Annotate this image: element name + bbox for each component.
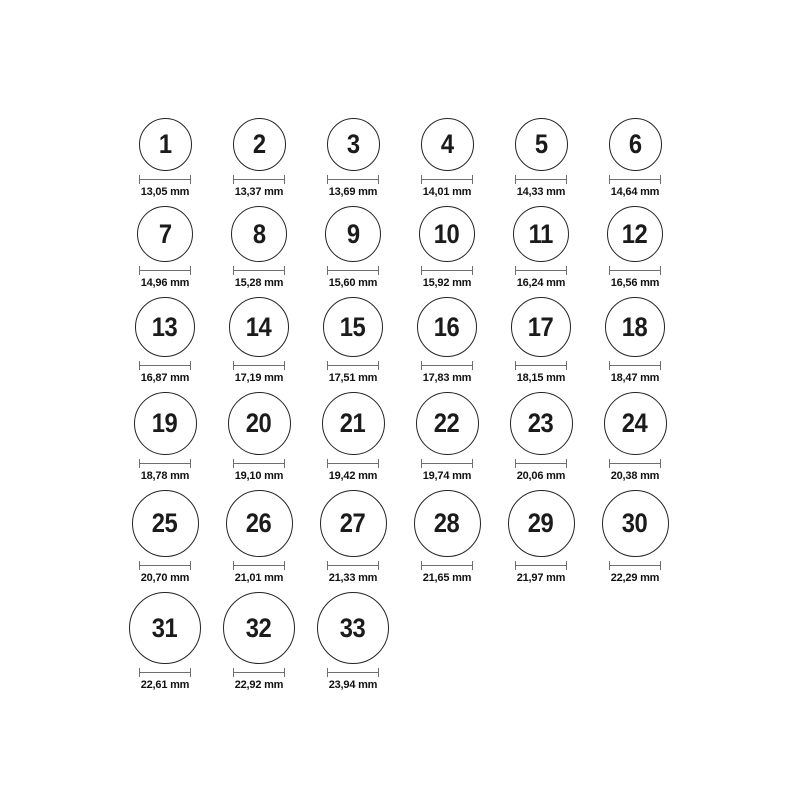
ring-size-cell xyxy=(400,206,494,289)
ring-size-number: 17 xyxy=(528,311,554,342)
diameter-label: 13,37 mm xyxy=(234,186,284,198)
ring-circle xyxy=(229,297,289,357)
diameter-measure-line xyxy=(515,175,567,184)
diameter-measure-line xyxy=(139,175,191,184)
ring-size-cell xyxy=(212,118,306,198)
ring-size-row xyxy=(118,592,682,691)
diameter-measure-line xyxy=(139,266,191,275)
ring-size-number: 7 xyxy=(158,218,172,249)
ring-size-cell xyxy=(588,297,682,384)
ring-size-cell xyxy=(400,297,494,384)
ring-size-cell xyxy=(118,592,212,691)
diameter-label: 23,94 mm xyxy=(328,679,378,691)
ring-size-number: 12 xyxy=(622,218,648,249)
diameter-measure-line xyxy=(139,459,191,468)
ring-circle xyxy=(322,392,385,455)
ring-circle xyxy=(223,592,295,664)
diameter-measure-line xyxy=(233,668,285,677)
ring-circle xyxy=(421,118,474,171)
ring-size-cell xyxy=(306,592,400,691)
diameter-label: 16,24 mm xyxy=(516,277,566,289)
ring-size-cell xyxy=(212,592,306,691)
ring-circle xyxy=(414,490,481,557)
diameter-label: 19,10 mm xyxy=(234,470,284,482)
ring-circle xyxy=(134,392,197,455)
ring-size-number: 27 xyxy=(340,508,366,538)
ring-size-cell xyxy=(400,490,494,584)
ring-circle xyxy=(228,392,291,455)
diameter-measure-line xyxy=(327,668,379,677)
ring-size-cell xyxy=(494,297,588,384)
diameter-label: 19,42 mm xyxy=(328,470,378,482)
ring-circle xyxy=(325,206,381,262)
diameter-label: 21,97 mm xyxy=(516,572,566,584)
ring-size-number: 18 xyxy=(622,311,648,342)
ring-size-number: 31 xyxy=(152,612,178,643)
ring-size-number: 9 xyxy=(346,218,360,249)
ring-size-cell xyxy=(588,118,682,198)
diameter-measure-line xyxy=(609,266,661,275)
ring-size-cell xyxy=(494,490,588,584)
ring-size-cell xyxy=(306,297,400,384)
diameter-measure-line xyxy=(233,361,285,370)
ring-size-cell xyxy=(306,118,400,198)
ring-size-number: 33 xyxy=(340,612,366,643)
ring-circle xyxy=(327,118,380,171)
diameter-label: 17,19 mm xyxy=(234,372,284,384)
ring-size-number: 24 xyxy=(622,408,648,438)
ring-circle xyxy=(231,206,287,262)
diameter-measure-line xyxy=(421,561,473,570)
diameter-measure-line xyxy=(609,361,661,370)
ring-size-cell xyxy=(588,392,682,482)
ring-size-row xyxy=(118,206,682,289)
ring-size-number: 10 xyxy=(434,218,460,249)
ring-circle xyxy=(323,297,383,357)
diameter-label: 22,29 mm xyxy=(610,572,660,584)
ring-size-cell xyxy=(494,118,588,198)
diameter-measure-line xyxy=(327,561,379,570)
ring-size-number: 11 xyxy=(528,218,554,249)
ring-size-number: 20 xyxy=(246,408,272,438)
diameter-measure-line xyxy=(139,361,191,370)
ring-size-cell xyxy=(306,392,400,482)
diameter-measure-line xyxy=(421,361,473,370)
diameter-measure-line xyxy=(421,175,473,184)
ring-size-number: 16 xyxy=(434,311,460,342)
diameter-label: 19,74 mm xyxy=(422,470,472,482)
diameter-label: 18,78 mm xyxy=(140,470,190,482)
ring-circle xyxy=(419,206,475,262)
ring-size-number: 23 xyxy=(528,408,554,438)
diameter-measure-line xyxy=(327,266,379,275)
diameter-label: 13,69 mm xyxy=(328,186,378,198)
ring-circle xyxy=(139,118,192,171)
diameter-measure-line xyxy=(233,459,285,468)
diameter-label: 21,01 mm xyxy=(234,572,284,584)
diameter-label: 22,61 mm xyxy=(140,679,190,691)
diameter-measure-line xyxy=(609,175,661,184)
ring-circle xyxy=(317,592,389,664)
ring-size-number: 4 xyxy=(440,129,454,159)
ring-size-number: 15 xyxy=(340,311,366,342)
diameter-measure-line xyxy=(421,266,473,275)
ring-size-number: 3 xyxy=(346,129,360,159)
ring-size-cell xyxy=(588,490,682,584)
diameter-label: 18,15 mm xyxy=(516,372,566,384)
ring-size-row xyxy=(118,392,682,482)
ring-circle xyxy=(515,118,568,171)
diameter-measure-line xyxy=(233,561,285,570)
diameter-label: 17,51 mm xyxy=(328,372,378,384)
diameter-measure-line xyxy=(139,668,191,677)
diameter-label: 21,33 mm xyxy=(328,572,378,584)
ring-size-number: 2 xyxy=(252,129,266,159)
diameter-measure-line xyxy=(515,459,567,468)
diameter-label: 16,56 mm xyxy=(610,277,660,289)
ring-size-cell xyxy=(118,392,212,482)
ring-size-cell xyxy=(118,118,212,198)
diameter-label: 18,47 mm xyxy=(610,372,660,384)
diameter-label: 20,38 mm xyxy=(610,470,660,482)
ring-size-row xyxy=(118,118,682,198)
diameter-label: 20,06 mm xyxy=(516,470,566,482)
ring-size-cell xyxy=(212,206,306,289)
ring-size-number: 32 xyxy=(246,612,272,643)
ring-size-number: 5 xyxy=(534,129,548,159)
ring-circle xyxy=(233,118,286,171)
ring-circle xyxy=(416,392,479,455)
ring-size-row xyxy=(118,297,682,384)
diameter-measure-line xyxy=(515,361,567,370)
diameter-label: 17,83 mm xyxy=(422,372,472,384)
ring-circle xyxy=(320,490,387,557)
ring-size-cell xyxy=(212,392,306,482)
ring-size-cell xyxy=(306,490,400,584)
ring-size-number: 21 xyxy=(340,408,366,438)
ring-size-cell xyxy=(588,206,682,289)
ring-size-cell xyxy=(212,490,306,584)
ring-circle xyxy=(137,206,193,262)
diameter-label: 15,92 mm xyxy=(422,277,472,289)
ring-circle xyxy=(604,392,667,455)
ring-size-cell xyxy=(400,118,494,198)
ring-size-cell xyxy=(118,297,212,384)
diameter-measure-line xyxy=(139,561,191,570)
ring-circle xyxy=(135,297,195,357)
ring-circle xyxy=(417,297,477,357)
diameter-label: 14,96 mm xyxy=(140,277,190,289)
ring-circle xyxy=(132,490,199,557)
ring-size-number: 1 xyxy=(158,129,172,159)
ring-circle xyxy=(609,118,662,171)
ring-size-number: 19 xyxy=(152,408,178,438)
diameter-label: 13,05 mm xyxy=(140,186,190,198)
diameter-label: 14,64 mm xyxy=(610,186,660,198)
ring-size-cell xyxy=(400,392,494,482)
ring-size-cell xyxy=(118,490,212,584)
ring-size-cell xyxy=(494,206,588,289)
ring-size-number: 6 xyxy=(628,129,642,159)
ring-size-number: 29 xyxy=(528,508,554,538)
diameter-label: 14,01 mm xyxy=(422,186,472,198)
diameter-label: 21,65 mm xyxy=(422,572,472,584)
diameter-measure-line xyxy=(609,459,661,468)
ring-size-cell xyxy=(306,206,400,289)
ring-circle xyxy=(508,490,575,557)
ring-size-number: 14 xyxy=(246,311,272,342)
ring-circle xyxy=(607,206,663,262)
ring-size-grid xyxy=(118,0,682,691)
ring-circle xyxy=(129,592,201,664)
diameter-label: 14,33 mm xyxy=(516,186,566,198)
ring-size-row xyxy=(118,490,682,584)
ring-size-number: 8 xyxy=(252,218,266,249)
diameter-label: 20,70 mm xyxy=(140,572,190,584)
ring-size-number: 13 xyxy=(152,311,178,342)
ring-circle xyxy=(602,490,669,557)
ring-size-cell xyxy=(118,206,212,289)
diameter-measure-line xyxy=(233,266,285,275)
diameter-measure-line xyxy=(327,175,379,184)
ring-circle xyxy=(226,490,293,557)
diameter-label: 16,87 mm xyxy=(140,372,190,384)
diameter-measure-line xyxy=(233,175,285,184)
ring-circle xyxy=(513,206,569,262)
diameter-label: 15,60 mm xyxy=(328,277,378,289)
diameter-label: 22,92 mm xyxy=(234,679,284,691)
ring-size-number: 25 xyxy=(152,508,178,538)
ring-circle xyxy=(511,297,571,357)
ring-size-cell xyxy=(212,297,306,384)
diameter-measure-line xyxy=(609,561,661,570)
ring-size-number: 30 xyxy=(622,508,648,538)
ring-circle xyxy=(605,297,665,357)
ring-size-number: 28 xyxy=(434,508,460,538)
diameter-measure-line xyxy=(421,459,473,468)
ring-circle xyxy=(510,392,573,455)
diameter-measure-line xyxy=(515,266,567,275)
ring-size-cell xyxy=(494,392,588,482)
diameter-label: 15,28 mm xyxy=(234,277,284,289)
diameter-measure-line xyxy=(515,561,567,570)
ring-size-number: 22 xyxy=(434,408,460,438)
diameter-measure-line xyxy=(327,361,379,370)
diameter-measure-line xyxy=(327,459,379,468)
ring-size-number: 26 xyxy=(246,508,272,538)
